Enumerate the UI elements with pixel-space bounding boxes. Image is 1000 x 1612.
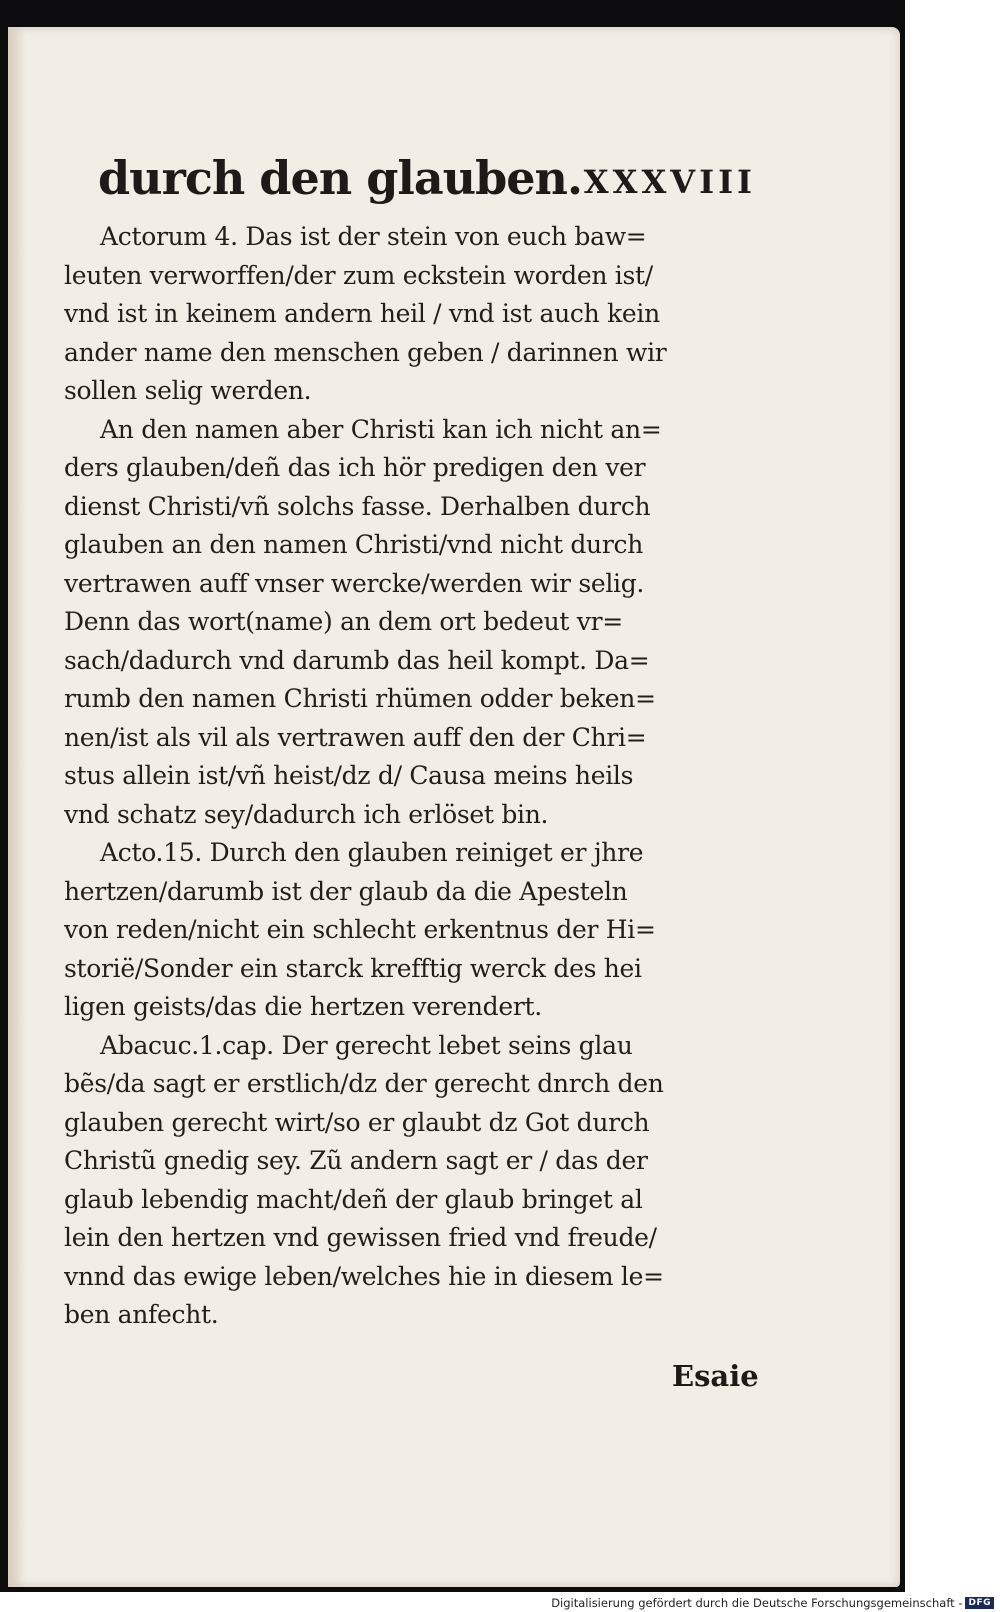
text-line: glaub lebendig macht/deñ der glaub bringet al (64, 1184, 643, 1214)
text-line: Denn das wort(name) an dem ort bedeut vr= (64, 607, 623, 636)
text-line: vnd ist in keinem andern heil / vnd ist auch kein (64, 299, 660, 328)
text-line: ander name den menschen geben / darinnen wir (64, 337, 667, 367)
text-line: Christũ gnedig sey. Zũ andern sagt er / das der (64, 1146, 648, 1175)
text-line: glauben an den namen Christi/vnd nicht durch (64, 530, 644, 559)
text-line: bẽs/da sagt er erstlich/dz der gerecht dnrch den (64, 1069, 664, 1098)
text-line: Acto.15. Durch den glauben reiniget er jhre (100, 838, 644, 867)
text-line: rumb den namen Christi rhümen odder beken= (64, 684, 656, 713)
text-line: leuten verworffen/der zum eckstein worden ist/ (64, 260, 653, 290)
page-header (98, 151, 758, 221)
credit-text: Digitalisierung gefördert durch die Deutsche Forschungsgemeinschaft - (551, 1596, 963, 1610)
body-text (64, 218, 754, 1335)
text-line: sollen selig werden. (64, 376, 312, 405)
folio-number: XXXVIII (583, 163, 756, 201)
text-line: ligen geists/das die hertzen verendert. (64, 992, 542, 1021)
text-line: vnd schatz sey/dadurch ich erlöset bin. (64, 799, 549, 829)
running-title: durch den glauben. (98, 151, 582, 205)
digitization-credit (551, 1596, 994, 1610)
text-line: An den namen aber Christi kan ich nicht an= (100, 414, 662, 444)
text-line: stus allein ist/vñ heist/dz d/ Causa meins heils (64, 761, 634, 790)
text-line: vnnd das ewige leben/welches hie in diesem le= (64, 1261, 664, 1291)
dfg-logo: DFG (965, 1597, 994, 1609)
text-line: Abacuc.1.cap. Der gerecht lebet seins glau (100, 1030, 633, 1060)
text-line: von reden/nicht ein schlecht erkentnus der Hi= (64, 915, 656, 944)
text-line: nen/ist als vil als vertrawen auff den der Chri= (64, 722, 647, 752)
text-line: glauben gerecht wirt/so er glaubt dz Got durch (64, 1107, 650, 1137)
text-line: Actorum 4. Das ist der stein von euch baw= (100, 222, 647, 251)
page-gutter (8, 27, 26, 1587)
text-line: ders glauben/deñ das ich hör predigen den ver (64, 453, 646, 482)
text-line: dienst Christi/vñ solchs fasse. Derhalben durch (64, 491, 651, 521)
text-line: storië/Sonder ein starck krefftig werck des hei (64, 953, 642, 983)
text-line: ben anfecht. (64, 1300, 219, 1329)
text-line: sach/dadurch vnd darumb das heil kompt. Da= (64, 645, 650, 675)
catchword: Esaie (672, 1359, 759, 1393)
text-line: hertzen/darumb ist der glaub da die Apesteln (64, 876, 628, 906)
book-page (8, 27, 900, 1587)
text-line: vertrawen auff vnser wercke/werden wir selig. (64, 568, 645, 598)
text-line: lein den hertzen vnd gewissen fried vnd freude/ (64, 1223, 657, 1252)
